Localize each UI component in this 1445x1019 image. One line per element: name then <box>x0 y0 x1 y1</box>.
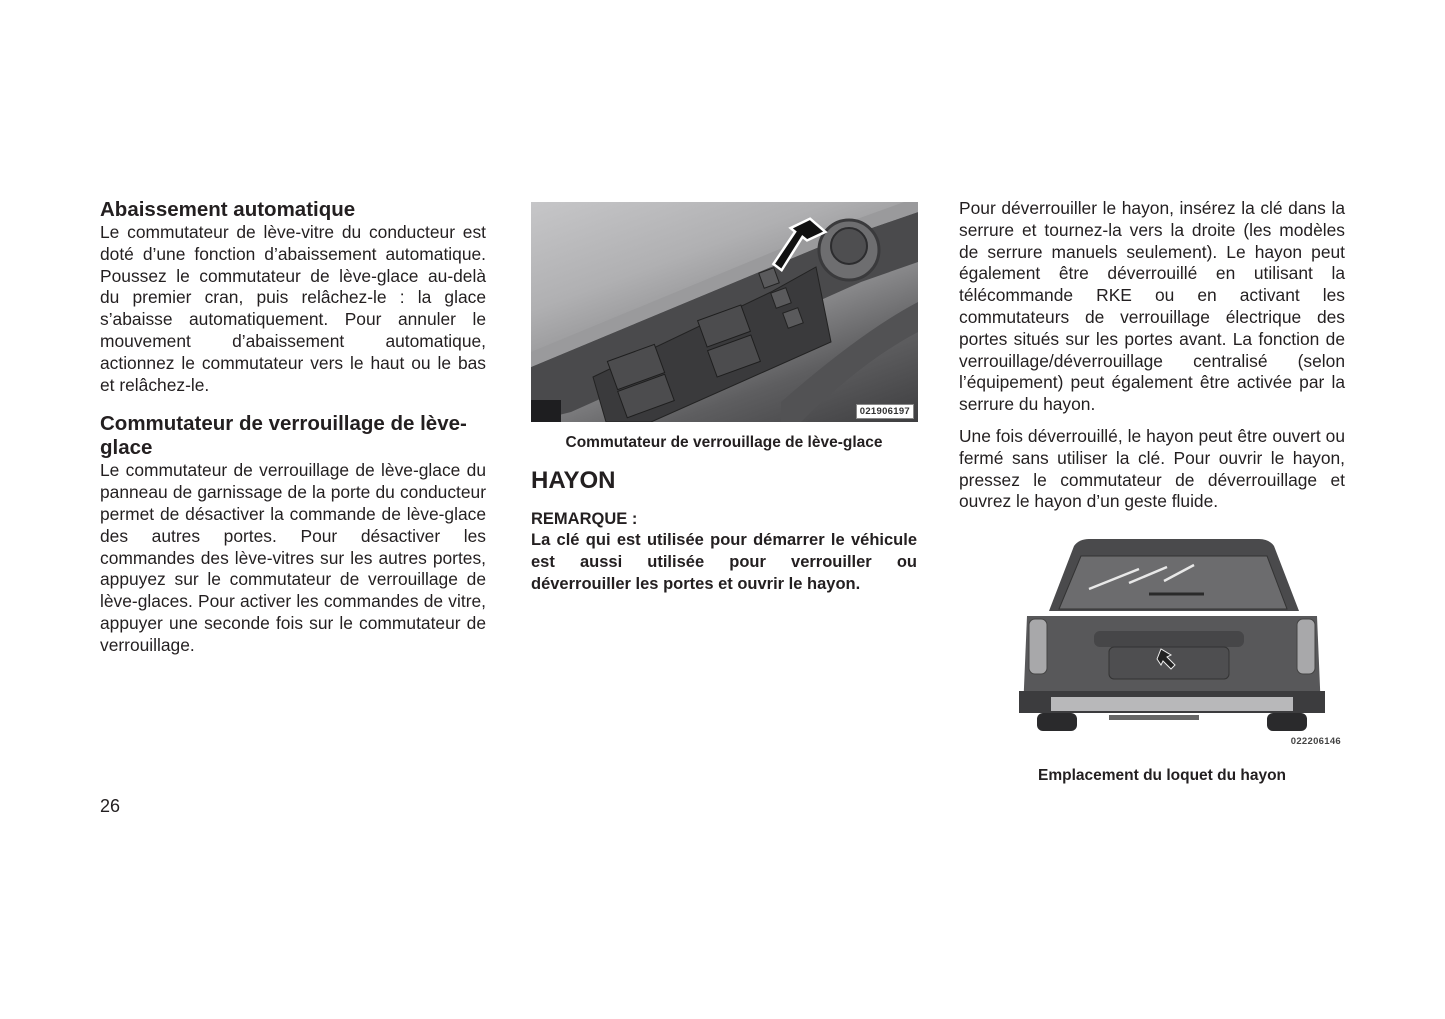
remark-text: La clé qui est utilisée pour démarrer le véhicule est aussi utilisée pour verrouiller ou déverrouiller les portes et ouvrir le hayon. <box>531 531 917 593</box>
section-heading-auto-down: Abaissement automatique <box>100 198 356 221</box>
image-code: 021906197 <box>856 404 914 419</box>
liftgate-latch-illustration <box>999 531 1345 751</box>
vehicle-rear-illustration <box>999 531 1345 751</box>
remark-label: REMARQUE : <box>531 510 638 528</box>
paragraph-unlock-liftgate: Pour déverrouiller le hayon, insérez la clé dans la serrure et tournez-la vers la droite (les modèles de serrure manuels seulement). Le hayon peut également être déverrouillé en utilisant la télécommande RKE ou en activant les commutateurs de verrouillage électrique des portes situés sur les portes avant. La fonction de verrouillage/déverrouillage centralisé (selon l’équipement) peut également être activée par la serrure du hayon. <box>959 198 1345 415</box>
figure-caption: Emplacement du loquet du hayon <box>1037 767 1287 785</box>
image-code: 022206146 <box>1290 736 1341 748</box>
section-body-window-lock: Le commutateur de verrouillage de lève-glace du panneau de garnissage de la porte du conducteur permet de désactiver la commande de lève-glace des autres portes. Pour désactiver les commandes des lève-vitres sur les autres portes, appuyez sur le commutateur de verrouillage de lève-glaces. Pour activer les commandes de vitre, appuyer une seconde fois sur le commutateur de verrouillage. <box>100 460 486 655</box>
door-panel-illustration <box>531 202 918 422</box>
section-heading-hayon: HAYON <box>531 467 616 494</box>
paragraph-open-liftgate: Une fois déverrouillé, le hayon peut être ouvert ou fermé sans utiliser la clé. Pour ouvrir le hayon, pressez le commutateur de déverrouillage et ouvrez le hayon d’un geste fluide. <box>959 425 1345 512</box>
figure-caption: Commutateur de verrouillage de lève-glace <box>565 434 883 451</box>
section-body-auto-down: Le commutateur de lève-vitre du conducteur est doté d’une fonction d’abaissement automatique. Poussez le commutateur de lève-glace au-delà du premier cran, puis relâchez-le : la glace s’abaisse automatiquement. Pour annuler le mouvement d’abaissement automatique, actionnez le commutateur vers le haut ou le bas et relâchez-le. <box>100 222 486 395</box>
left-column <box>100 198 486 657</box>
middle-column <box>531 198 917 595</box>
right-column <box>959 198 1345 785</box>
section-heading-window-lock: Commutateur de verrouillage de lève-glace <box>100 412 467 460</box>
page-number: 26 <box>100 796 121 816</box>
window-lock-switch-photo <box>531 202 918 422</box>
